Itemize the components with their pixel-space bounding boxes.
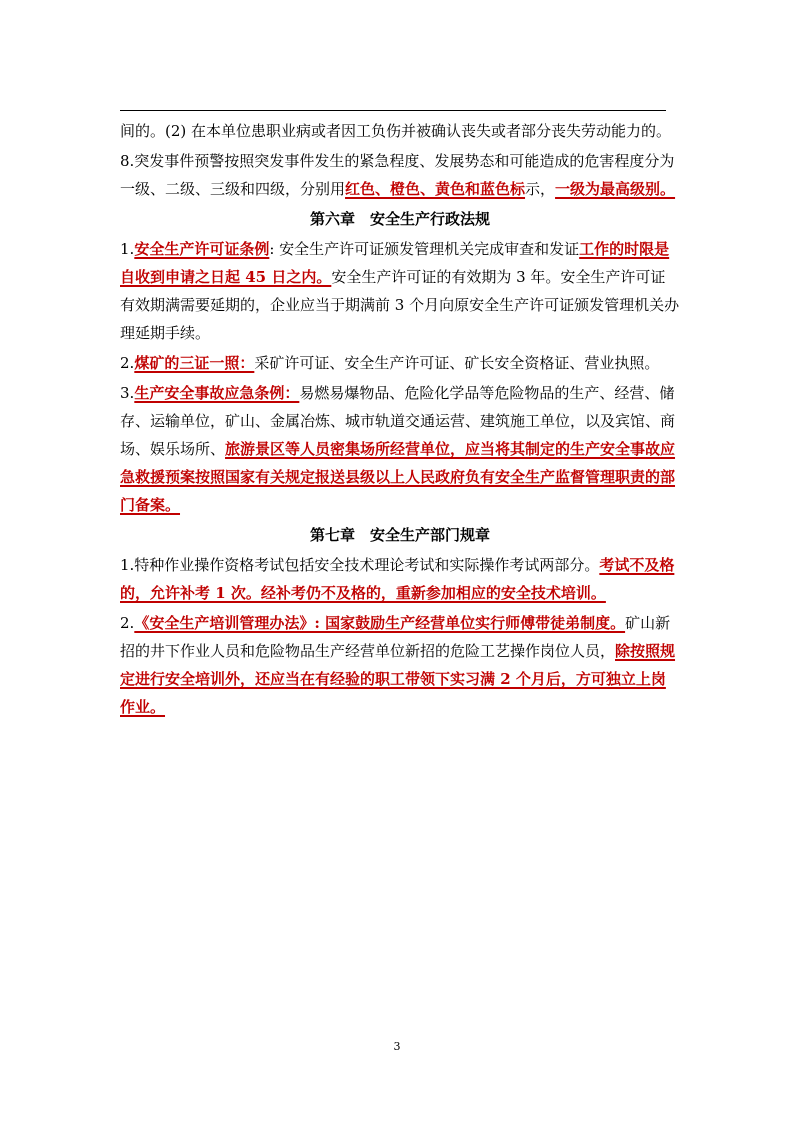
text-segment: 易燃易爆物品、危险化学品等危险物品的生产、经营、储存、运输单位，矿山、金属冶炼、城市轨道交通运营、建筑施工单位，以及宾馆、商场、娱乐场所、 bbox=[120, 384, 676, 458]
highlight-segment: 煤矿的三证一照： bbox=[134, 354, 255, 372]
text-segment: 2. bbox=[120, 614, 135, 632]
text-segment: : 安全生产许可证颁发管理机关完成审查和发证 bbox=[269, 240, 580, 258]
paragraph-continuation bbox=[120, 117, 680, 145]
text-segment: 1. bbox=[120, 240, 135, 258]
chapter-heading-6: 第六章 安全生产行政法规 bbox=[309, 210, 490, 228]
text-segment: 1.特种作业操作资格考试包括安全技术理论考试和实际操作考试两部分。 bbox=[120, 556, 600, 574]
paragraph-ch7-item-2 bbox=[120, 609, 680, 721]
text-segment: 8.突发事件预警按照突发事件发生的紧急程度、发展势态和可能造成的危害程度分为一级、二级、三级和四级，分别用 bbox=[120, 152, 675, 198]
highlight-segment: 《安全生产培训管理办法》: 国家鼓励生产经营单位实行师傅带徒弟制度。 bbox=[134, 614, 626, 632]
chapter-heading-7: 第七章 安全生产部门规章 bbox=[309, 526, 490, 544]
text-segment: 2. bbox=[120, 354, 135, 372]
header-rule bbox=[120, 110, 666, 111]
highlight-segment: 一级为最高级别。 bbox=[555, 180, 676, 198]
text-segment: 采矿许可证、安全生产许可证、矿长安全资格证、营业执照。 bbox=[254, 354, 660, 372]
text-segment: 间的。(2) 在本单位患职业病或者因工负伤并被确认丧失或者部分丧失劳动能力的。 bbox=[120, 122, 672, 140]
highlight-segment: 除按照规定进行安全培训外，还应当在有经验的职工带领下实习满 2 个月后，方可独立上岗作业。 bbox=[120, 642, 676, 716]
highlight-segment: 旅游景区等人员密集场所经营单位，应当将其制定的生产安全事故应急救援预案按照国家有关规定报送县级以上人民政府负有安全生产监督管理职责的部门备案。 bbox=[120, 440, 676, 514]
text-segment: 示， bbox=[525, 180, 556, 198]
page-number: 3 bbox=[393, 1040, 401, 1053]
document-body bbox=[120, 117, 680, 721]
highlight-segment: 生产安全事故应急条例： bbox=[134, 384, 300, 402]
highlight-segment: 工作的时限是自收到申请之日起 45 日之内。 bbox=[120, 240, 670, 286]
text-segment: 安全生产许可证的有效期为 3 年。安全生产许可证有效期满需要延期的，企业应当于期满前 3 个月向原安全生产许可证颁发管理机关办理延期手续。 bbox=[120, 268, 680, 342]
paragraph-ch6-item-2 bbox=[120, 349, 680, 377]
paragraph-ch6-item-1 bbox=[120, 235, 680, 347]
paragraph-item-8 bbox=[120, 147, 680, 203]
highlight-segment: 红色、橙色、黄色和蓝色标 bbox=[345, 180, 526, 198]
highlight-segment: 考试不及格的，允许补考 1 次。经补考仍不及格的，重新参加相应的安全技术培训。 bbox=[120, 556, 675, 602]
paragraph-ch6-item-3 bbox=[120, 379, 680, 519]
paragraph-ch7-item-1 bbox=[120, 551, 680, 607]
text-segment: 3. bbox=[120, 384, 135, 402]
highlight-segment: 安全生产许可证条例 bbox=[134, 240, 270, 258]
text-segment: 矿山新招的井下作业人员和危险物品生产经营单位新招的危险工艺操作岗位人员， bbox=[120, 614, 671, 660]
